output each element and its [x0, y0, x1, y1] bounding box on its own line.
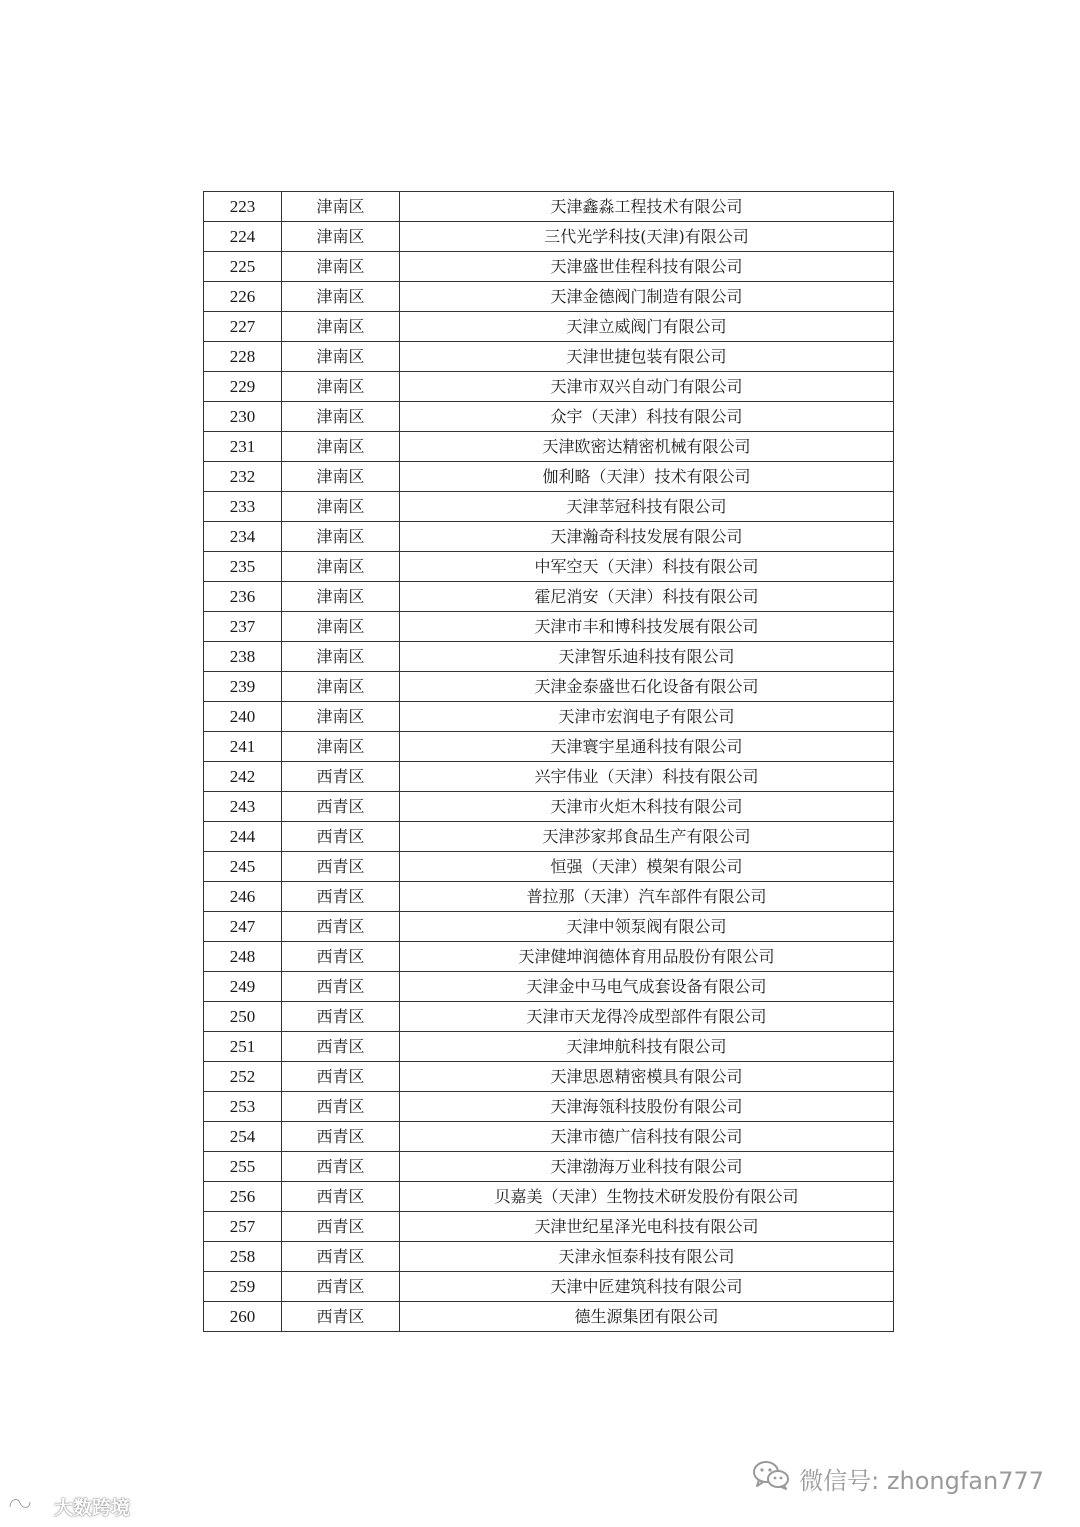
row-number-cell: 241	[204, 732, 282, 762]
company-name-cell: 天津坤航科技有限公司	[400, 1032, 894, 1062]
row-number-cell: 256	[204, 1182, 282, 1212]
district-cell: 西青区	[282, 1002, 400, 1032]
row-number-cell: 235	[204, 552, 282, 582]
table-row	[204, 432, 894, 462]
company-name-cell: 天津智乐迪科技有限公司	[400, 642, 894, 672]
table-row	[204, 612, 894, 642]
table-row	[204, 882, 894, 912]
district-cell: 西青区	[282, 792, 400, 822]
company-name-cell: 天津莘冠科技有限公司	[400, 492, 894, 522]
row-number-cell: 253	[204, 1092, 282, 1122]
district-cell: 西青区	[282, 852, 400, 882]
company-name-cell: 天津鑫淼工程技术有限公司	[400, 192, 894, 222]
table-row	[204, 1092, 894, 1122]
company-name-cell: 天津金泰盛世石化设备有限公司	[400, 672, 894, 702]
wechat-id-text: 微信号: zhongfan777	[799, 1466, 1044, 1495]
row-number-cell: 225	[204, 252, 282, 282]
row-number-cell: 231	[204, 432, 282, 462]
table-row	[204, 402, 894, 432]
company-name-cell: 兴宇伟业（天津）科技有限公司	[400, 762, 894, 792]
row-number-cell: 248	[204, 942, 282, 972]
row-number-cell: 224	[204, 222, 282, 252]
company-name-cell: 天津欧密达精密机械有限公司	[400, 432, 894, 462]
table-row	[204, 792, 894, 822]
row-number-cell: 257	[204, 1212, 282, 1242]
table-row	[204, 492, 894, 522]
row-number-cell: 240	[204, 702, 282, 732]
district-cell: 津南区	[282, 282, 400, 312]
company-name-cell: 天津市宏润电子有限公司	[400, 702, 894, 732]
row-number-cell: 236	[204, 582, 282, 612]
table-row	[204, 822, 894, 852]
row-number-cell: 239	[204, 672, 282, 702]
district-cell: 津南区	[282, 552, 400, 582]
district-cell: 津南区	[282, 582, 400, 612]
table-row	[204, 1242, 894, 1272]
company-name-cell: 天津中领泵阀有限公司	[400, 912, 894, 942]
company-name-cell: 天津世捷包装有限公司	[400, 342, 894, 372]
district-cell: 西青区	[282, 1152, 400, 1182]
table-row	[204, 912, 894, 942]
company-name-cell: 天津市德广信科技有限公司	[400, 1122, 894, 1152]
company-name-cell: 中军空天（天津）科技有限公司	[400, 552, 894, 582]
district-cell: 津南区	[282, 732, 400, 762]
district-cell: 津南区	[282, 402, 400, 432]
district-cell: 津南区	[282, 522, 400, 552]
company-name-cell: 天津市双兴自动门有限公司	[400, 372, 894, 402]
table-body	[204, 192, 894, 1332]
table-row	[204, 852, 894, 882]
table-row	[204, 1152, 894, 1182]
table-row	[204, 192, 894, 222]
table-row	[204, 732, 894, 762]
district-cell: 津南区	[282, 492, 400, 522]
row-number-cell: 233	[204, 492, 282, 522]
company-name-cell: 霍尼消安（天津）科技有限公司	[400, 582, 894, 612]
district-cell: 西青区	[282, 1062, 400, 1092]
district-cell: 西青区	[282, 882, 400, 912]
row-number-cell: 229	[204, 372, 282, 402]
row-number-cell: 226	[204, 282, 282, 312]
company-name-cell: 天津市丰和博科技发展有限公司	[400, 612, 894, 642]
table-row	[204, 1002, 894, 1032]
district-cell: 津南区	[282, 222, 400, 252]
row-number-cell: 254	[204, 1122, 282, 1152]
table-row	[204, 312, 894, 342]
row-number-cell: 247	[204, 912, 282, 942]
row-number-cell: 228	[204, 342, 282, 372]
district-cell: 西青区	[282, 1122, 400, 1152]
row-number-cell: 255	[204, 1152, 282, 1182]
table-row	[204, 1272, 894, 1302]
company-name-cell: 恒强（天津）模架有限公司	[400, 852, 894, 882]
company-name-cell: 天津市天龙得冷成型部件有限公司	[400, 1002, 894, 1032]
table-row	[204, 222, 894, 252]
company-name-cell: 天津盛世佳程科技有限公司	[400, 252, 894, 282]
district-cell: 津南区	[282, 702, 400, 732]
row-number-cell: 223	[204, 192, 282, 222]
row-number-cell: 238	[204, 642, 282, 672]
table-row	[204, 942, 894, 972]
company-name-cell: 天津海瓴科技股份有限公司	[400, 1092, 894, 1122]
district-cell: 西青区	[282, 1092, 400, 1122]
company-name-cell: 伽利略（天津）技术有限公司	[400, 462, 894, 492]
row-number-cell: 246	[204, 882, 282, 912]
company-name-cell: 天津健坤润德体育用品股份有限公司	[400, 942, 894, 972]
row-number-cell: 237	[204, 612, 282, 642]
row-number-cell: 259	[204, 1272, 282, 1302]
district-cell: 西青区	[282, 972, 400, 1002]
district-cell: 津南区	[282, 672, 400, 702]
district-cell: 津南区	[282, 432, 400, 462]
table-row	[204, 582, 894, 612]
row-number-cell: 260	[204, 1302, 282, 1332]
company-name-cell: 天津世纪星泽光电科技有限公司	[400, 1212, 894, 1242]
row-number-cell: 230	[204, 402, 282, 432]
district-cell: 西青区	[282, 1032, 400, 1062]
row-number-cell: 232	[204, 462, 282, 492]
table-row	[204, 522, 894, 552]
brand-name-text: 大数跨境	[54, 1496, 131, 1519]
district-cell: 津南区	[282, 252, 400, 282]
company-name-cell: 天津思恩精密模具有限公司	[400, 1062, 894, 1092]
table-row	[204, 1182, 894, 1212]
company-name-cell: 三代光学科技(天津)有限公司	[400, 222, 894, 252]
wechat-icon	[751, 1459, 791, 1497]
table-row	[204, 702, 894, 732]
company-name-cell: 贝嘉美（天津）生物技术研发股份有限公司	[400, 1182, 894, 1212]
table-row	[204, 342, 894, 372]
company-name-cell: 天津寰宇星通科技有限公司	[400, 732, 894, 762]
brand-logo-icon	[6, 1493, 50, 1520]
row-number-cell: 243	[204, 792, 282, 822]
table-row	[204, 672, 894, 702]
row-number-cell: 234	[204, 522, 282, 552]
table-row	[204, 1032, 894, 1062]
district-cell: 西青区	[282, 1242, 400, 1272]
company-name-cell: 众宇（天津）科技有限公司	[400, 402, 894, 432]
row-number-cell: 258	[204, 1242, 282, 1272]
district-cell: 津南区	[282, 372, 400, 402]
table-row	[204, 972, 894, 1002]
district-cell: 西青区	[282, 942, 400, 972]
district-cell: 津南区	[282, 612, 400, 642]
company-name-cell: 天津金德阀门制造有限公司	[400, 282, 894, 312]
district-cell: 西青区	[282, 912, 400, 942]
company-name-cell: 天津中匠建筑科技有限公司	[400, 1272, 894, 1302]
district-cell: 津南区	[282, 642, 400, 672]
district-cell: 西青区	[282, 1182, 400, 1212]
company-name-cell: 天津金中马电气成套设备有限公司	[400, 972, 894, 1002]
company-name-cell: 普拉那（天津）汽车部件有限公司	[400, 882, 894, 912]
table-row	[204, 282, 894, 312]
company-name-cell: 德生源集团有限公司	[400, 1302, 894, 1332]
company-name-cell: 天津莎家邦食品生产有限公司	[400, 822, 894, 852]
district-cell: 西青区	[282, 1272, 400, 1302]
district-cell: 西青区	[282, 1302, 400, 1332]
row-number-cell: 250	[204, 1002, 282, 1032]
company-name-cell: 天津立威阀门有限公司	[400, 312, 894, 342]
district-cell: 津南区	[282, 462, 400, 492]
company-name-cell: 天津瀚奇科技发展有限公司	[400, 522, 894, 552]
table-row	[204, 1062, 894, 1092]
district-cell: 西青区	[282, 822, 400, 852]
district-cell: 西青区	[282, 1212, 400, 1242]
table-row	[204, 252, 894, 282]
company-name-cell: 天津市火炬木科技有限公司	[400, 792, 894, 822]
table-row	[204, 462, 894, 492]
row-number-cell: 252	[204, 1062, 282, 1092]
district-cell: 津南区	[282, 342, 400, 372]
company-table	[203, 191, 894, 1332]
table-row	[204, 1302, 894, 1332]
row-number-cell: 242	[204, 762, 282, 792]
row-number-cell: 245	[204, 852, 282, 882]
table-row	[204, 1122, 894, 1152]
table-row	[204, 642, 894, 672]
brand-watermark	[6, 1493, 130, 1519]
company-name-cell: 天津永恒泰科技有限公司	[400, 1242, 894, 1272]
district-cell: 津南区	[282, 312, 400, 342]
district-cell: 西青区	[282, 762, 400, 792]
row-number-cell: 249	[204, 972, 282, 1002]
row-number-cell: 227	[204, 312, 282, 342]
table-row	[204, 1212, 894, 1242]
wechat-watermark	[751, 1460, 1044, 1496]
table-row	[204, 552, 894, 582]
district-cell: 津南区	[282, 192, 400, 222]
table-row	[204, 372, 894, 402]
company-name-cell: 天津渤海万业科技有限公司	[400, 1152, 894, 1182]
row-number-cell: 244	[204, 822, 282, 852]
table-row	[204, 762, 894, 792]
row-number-cell: 251	[204, 1032, 282, 1062]
